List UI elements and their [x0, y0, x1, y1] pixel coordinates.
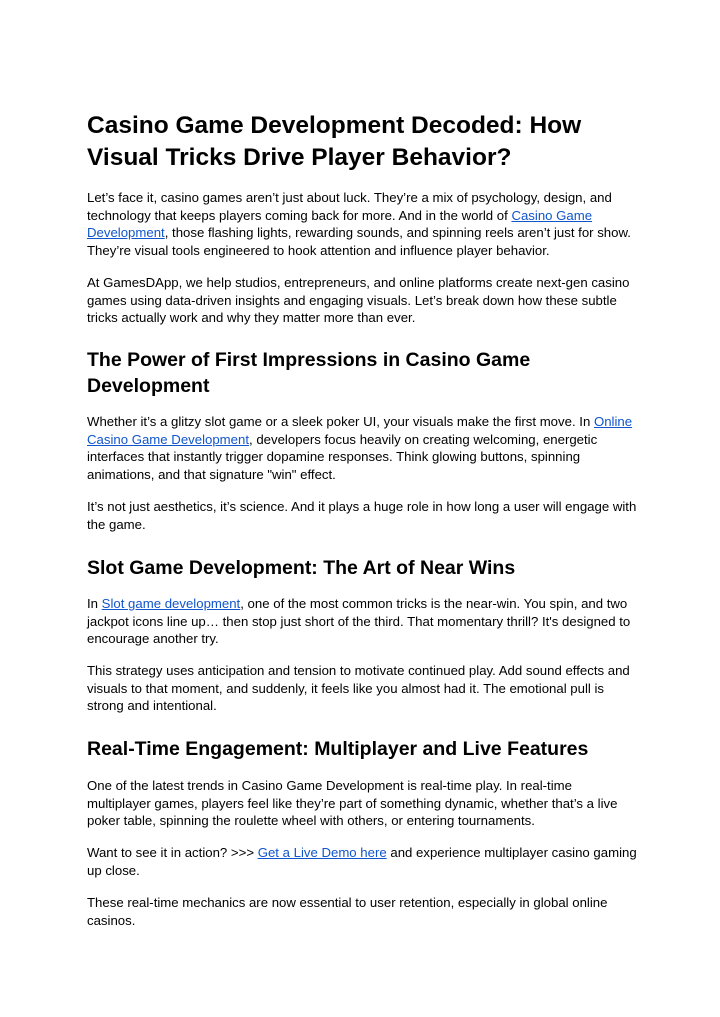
section1-text-after-link: , developers focus heavily on creating welcoming, energetic interfaces that instantly trigger dopamine responses. Think glowing buttons, spinning animations, and that signature "win" effect.	[87, 431, 598, 482]
live-demo-link[interactable]: Get a Live Demo here	[257, 845, 387, 860]
section3-paragraph-2	[87, 844, 639, 879]
section2-text-before-link: In	[87, 596, 102, 611]
section3-paragraph-3: These real-time mechanics are now essential to user retention, especially in global online casinos.	[87, 895, 608, 928]
intro-text-before-link: Let’s face it, casino games aren’t just about luck. They’re a mix of psychology, design, and technology that keeps players coming back for more. And in the world of	[87, 190, 612, 223]
section-heading-first-impressions: The Power of First Impressions in Casino Game Development	[87, 349, 531, 397]
section1-paragraph-2: It’s not just aesthetics, it’s science. And it plays a huge role in how long a user will engage with the game.	[87, 499, 637, 532]
intro-text-after-link: , those flashing lights, rewarding sounds, and spinning reels aren’t just for show. They’re visual tools engineered to hook attention and influence player behavior.	[87, 225, 631, 258]
section-heading-real-time: Real-Time Engagement: Multiplayer and Live Features	[87, 738, 589, 760]
section-heading-near-wins: Slot Game Development: The Art of Near Wins	[87, 557, 516, 579]
section3-paragraph-1: One of the latest trends in Casino Game Development is real-time play. In real-time multiplayer games, players feel like they’re part of something dynamic, whether that’s a live poker table, spinning the roulette wheel with others, or entering tournaments.	[87, 778, 618, 829]
section3-text-before-link: Want to see it in action? >>>	[87, 845, 258, 860]
online-casino-game-development-link[interactable]: Online Casino Game Development	[87, 414, 633, 447]
slot-game-development-link[interactable]: Slot game development	[101, 596, 241, 611]
section3-text-after-link: and experience multiplayer casino gaming up close.	[87, 845, 637, 878]
casino-game-development-link[interactable]: Casino Game Development	[87, 207, 593, 241]
section2-text-after-link: , one of the most common tricks is the near-win. You spin, and two jackpot icons line up… then stop just short of the third. That momentary thrill? It's designed to encourage another try.	[87, 596, 631, 647]
section2-paragraph-1	[87, 595, 639, 648]
intro-paragraph-2: At GamesDApp, we help studios, entrepreneurs, and online platforms create next-gen casino games using data-driven insights and engaging visuals. Let’s break down how these subtle tricks actually work and why they matter more than ever.	[87, 275, 630, 326]
section1-text-before-link: Whether it’s a glitzy slot game or a sleek poker UI, your visuals make the first move. In	[87, 414, 594, 429]
section1-paragraph-1	[87, 413, 639, 483]
intro-paragraph-1	[87, 189, 639, 259]
section2-paragraph-2: This strategy uses anticipation and tension to motivate continued play. Add sound effects and visuals to that moment, and suddenly, it feels like you almost had it. The emotional pull is strong and intentional.	[87, 663, 630, 714]
page-title: Casino Game Development Decoded: How Visual Tricks Drive Player Behavior?	[87, 112, 582, 171]
